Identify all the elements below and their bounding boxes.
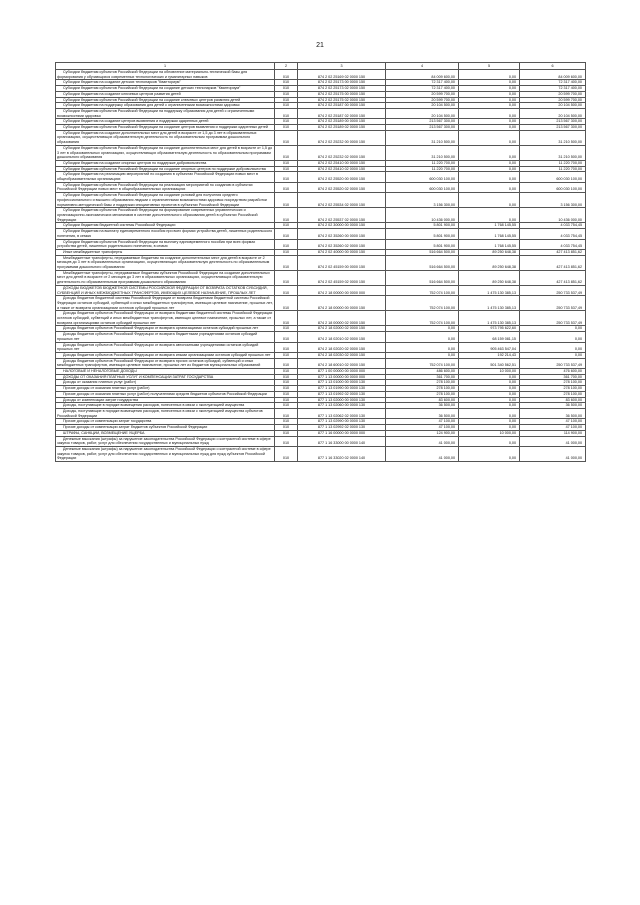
row-executed-amount: 0,00 xyxy=(459,91,520,97)
table-row xyxy=(56,311,586,326)
row-budget-code: 877 1 16 33020 02 0000 140 xyxy=(298,446,386,461)
row-executed-amount: 0,00 xyxy=(459,166,520,172)
row-planned-amount: 31 210 500,00 xyxy=(386,145,459,160)
row-planned-amount: 5 801 900,00 xyxy=(386,223,459,229)
row-unexecuted-amount: 0,00 xyxy=(520,326,586,332)
row-line-code: 010 xyxy=(275,255,298,270)
row-executed-amount: 68 159 081,15 xyxy=(459,332,520,342)
row-unexecuted-amount: 72 317 400,00 xyxy=(520,80,586,86)
row-executed-amount: 0,00 xyxy=(459,409,520,419)
row-executed-amount: 0,00 xyxy=(459,391,520,397)
header-cell: 4 xyxy=(386,63,459,70)
row-unexecuted-amount: 361 700,00 xyxy=(520,374,586,380)
row-planned-amount: 752 074 100,00 xyxy=(386,311,459,326)
row-line-code: 010 xyxy=(275,208,298,223)
row-description: Доходы от компенсации затрат государства xyxy=(56,397,275,403)
row-line-code: 010 xyxy=(275,358,298,368)
row-planned-amount: 0,00 xyxy=(386,342,459,352)
row-executed-amount: 0,00 xyxy=(459,425,520,431)
row-description: Субсидии бюджетам субъектов Российской Федерации на обновление материально-технической базы для формирования у обучающихся современных технологических и гуманитарных навыков xyxy=(56,70,275,80)
row-line-code: 010 xyxy=(275,108,298,118)
row-description: Субсидии бюджетам на создание опорных центров по поддержке добровольчества xyxy=(56,160,275,166)
row-budget-code: 877 1 13 02990 00 0000 130 xyxy=(298,419,386,425)
row-line-code: 010 xyxy=(275,352,298,358)
row-description: Субсидии бюджетам субъектов Российской Федерации на выплату единовременного пособия при всех формах устройства детей, лишенных родительского попечения, в семью xyxy=(56,239,275,249)
row-executed-amount: 0,00 xyxy=(459,119,520,125)
row-planned-amount: 5 801 900,00 xyxy=(386,229,459,239)
row-budget-code: 877 1 13 01990 00 0000 130 xyxy=(298,386,386,392)
row-description: Доходы бюджетов бюджетной системы Российской Федерации от возврата бюджетами бюджетной системы Российской Федерации остатков субсидий, субвенций и иных межбюджетных трансфертов, имеющих целевое назначение, прошлых лет, а также от возврата организациями остатков субсидий прошлых лет xyxy=(57,296,273,310)
row-executed-amount: 0,00 xyxy=(459,182,520,192)
row-description: Иные межбюджетные трансферты xyxy=(56,249,275,255)
row-description: Прочие доходы от оказания платных услуг (работ) xyxy=(56,386,275,392)
row-line-code: 010 xyxy=(275,229,298,239)
row-unexecuted-amount: 11 220 700,00 xyxy=(520,160,586,166)
header-cell: 3 xyxy=(298,63,386,70)
row-executed-amount: 0,00 xyxy=(459,386,520,392)
row-budget-code: 874 2 02 25175 02 0000 150 xyxy=(298,97,386,103)
row-line-code: 010 xyxy=(275,160,298,166)
row-unexecuted-amount: 20 599 700,00 xyxy=(520,97,586,103)
row-line-code: 010 xyxy=(275,342,298,352)
row-budget-code: 874 2 18 00000 02 0000 150 xyxy=(298,311,386,326)
row-executed-amount: 0,00 xyxy=(459,160,520,166)
row-description: Субсидии бюджетам субъектов Российской Федерации на реализацию мероприятий по созданию в субъектах Российской Федерации новых мест в общеобразовательных организациях xyxy=(56,182,275,192)
row-budget-code: 874 2 02 25520 00 0000 150 xyxy=(298,172,386,182)
row-executed-amount: 0,00 xyxy=(459,374,520,380)
row-line-code: 010 xyxy=(275,374,298,380)
row-description: Субсидии бюджетам субъектов Российской Федерации на создание ключевых центров развития детей xyxy=(56,97,275,103)
row-executed-amount: 0,00 xyxy=(459,436,520,446)
table-row xyxy=(56,145,586,160)
row-line-code: 010 xyxy=(275,119,298,125)
row-description: Доходы бюджетов субъектов Российской Федерации от возврата прочих остатков субсидий, субвенций и иных межбюджетных трансфертов, имеющих целевое назначение, прошлых лет из бюджетов муниципальных образований xyxy=(56,358,275,368)
row-description: Субсидии бюджетам субъектов Российской Федерации на создание детских технопарков "Кванториум" xyxy=(56,86,275,92)
row-planned-amount: 752 074 100,00 xyxy=(386,285,459,295)
table-row xyxy=(56,358,586,368)
row-executed-amount: 0,00 xyxy=(459,446,520,461)
row-unexecuted-amount: 36 500,00 xyxy=(520,409,586,419)
row-planned-amount: 20 599 700,00 xyxy=(386,91,459,97)
row-planned-amount: 72 317 400,00 xyxy=(386,80,459,86)
row-description: Субсидии бюджетам на создание центров выявления и поддержки одаренных детей xyxy=(56,119,275,125)
row-planned-amount: 11 220 700,00 xyxy=(386,160,459,166)
row-executed-amount: 1 475 130 385,13 xyxy=(459,285,520,295)
row-unexecuted-amount: 20 104 500,00 xyxy=(520,108,586,118)
row-executed-amount: 1 475 130 385,13 xyxy=(459,311,520,326)
table-row xyxy=(56,296,586,311)
row-unexecuted-amount: 213 567 300,00 xyxy=(520,119,586,125)
revenue-table xyxy=(55,62,586,462)
table-row xyxy=(56,130,586,145)
row-line-code: 010 xyxy=(275,182,298,192)
row-budget-code: 877 1 13 00000 00 0000 000 xyxy=(298,374,386,380)
row-description: Субсидии бюджетам на реализацию мероприятий по созданию в субъектах Российской Федерации новых мест в общеобразовательных организациях xyxy=(56,172,275,182)
row-budget-code: 874 2 02 25534 02 0000 150 xyxy=(298,193,386,208)
row-budget-code: 877 1 13 02060 00 0000 130 xyxy=(298,403,386,409)
row-planned-amount: 213 567 300,00 xyxy=(386,119,459,125)
row-line-code: 010 xyxy=(275,380,298,386)
row-line-code: 010 xyxy=(275,172,298,182)
row-budget-code: 874 2 02 35260 02 0000 150 xyxy=(298,239,386,249)
table-row xyxy=(56,229,586,239)
row-description: Доходы бюджетов субъектов Российской Федерации от возврата иными организациями остатков субсидий прошлых лет xyxy=(56,352,275,358)
row-executed-amount: 0,00 xyxy=(459,80,520,86)
row-unexecuted-amount: 476 600,00 xyxy=(520,369,586,375)
row-executed-amount: 0,00 xyxy=(459,419,520,425)
row-line-code: 010 xyxy=(275,166,298,172)
row-planned-amount: 124 900,00 xyxy=(386,430,459,436)
row-budget-code: 877 1 13 02062 02 0000 130 xyxy=(298,409,386,419)
row-executed-amount: 501 340 562,51 xyxy=(459,358,520,368)
row-unexecuted-amount: 427 413 851,62 xyxy=(520,249,586,255)
row-line-code: 010 xyxy=(275,326,298,332)
row-budget-code: 874 2 18 02030 02 0000 150 xyxy=(298,352,386,358)
row-executed-amount: 0,00 xyxy=(459,172,520,182)
row-description: ШТРАФЫ, САНКЦИИ, ВОЗМЕЩЕНИЕ УЩЕРБА xyxy=(56,430,275,436)
row-description: Доходы бюджетов субъектов Российской Федерации от возврата автономными учреждениями остатков субсидий прошлых лет xyxy=(56,342,275,352)
row-executed-amount: 0,00 xyxy=(459,208,520,223)
header-cell: 1 xyxy=(56,63,275,70)
row-budget-code: 877 1 13 01992 02 0000 130 xyxy=(298,391,386,397)
row-description: Доходы от оказания платных услуг (работ) xyxy=(56,380,275,386)
row-description: Прочие доходы от компенсации затрат бюджетов субъектов Российской Федерации xyxy=(56,425,275,431)
row-budget-code: 874 2 02 25187 02 0000 150 xyxy=(298,108,386,118)
row-executed-amount: 0,00 xyxy=(459,397,520,403)
table-row xyxy=(56,239,586,249)
table-row xyxy=(56,409,586,419)
row-unexecuted-amount: 278 100,00 xyxy=(520,386,586,392)
row-executed-amount: 10 000,00 xyxy=(459,369,520,375)
row-planned-amount: 84 009 600,00 xyxy=(386,70,459,80)
row-executed-amount: 0,00 xyxy=(459,86,520,92)
row-line-code: 010 xyxy=(275,403,298,409)
row-line-code: 010 xyxy=(275,91,298,97)
row-line-code: 010 xyxy=(275,430,298,436)
row-executed-amount: 0,00 xyxy=(459,108,520,118)
row-budget-code: 874 2 02 25232 00 0000 150 xyxy=(298,130,386,145)
row-unexecuted-amount: 600 030 100,00 xyxy=(520,182,586,192)
row-unexecuted-amount: 250 733 537,49 xyxy=(520,358,586,368)
row-planned-amount: 83 600,00 xyxy=(386,397,459,403)
row-planned-amount: 47 100,00 xyxy=(386,419,459,425)
row-line-code: 010 xyxy=(275,419,298,425)
row-unexecuted-amount: 11 220 700,00 xyxy=(520,166,586,172)
row-planned-amount: 0,00 xyxy=(386,326,459,332)
row-budget-code: 874 2 18 02000 02 0000 150 xyxy=(298,326,386,332)
row-line-code: 010 xyxy=(275,425,298,431)
row-executed-amount: 973 795 622,60 xyxy=(459,326,520,332)
row-line-code: 010 xyxy=(275,285,298,295)
row-description: Доходы бюджетов субъектов Российской Федерации от возврата бюджетными учреждениями остатков субсидий прошлых лет xyxy=(56,332,275,342)
row-unexecuted-amount: 0,00 xyxy=(520,352,586,358)
row-description: Прочие доходы от компенсации затрат государства xyxy=(56,419,275,425)
row-line-code: 010 xyxy=(275,97,298,103)
row-planned-amount: 486 600,00 xyxy=(386,369,459,375)
row-executed-amount: 0,00 xyxy=(459,130,520,145)
table-row xyxy=(56,70,586,80)
row-unexecuted-amount: 72 317 400,00 xyxy=(520,86,586,92)
row-unexecuted-amount: 250 733 537,49 xyxy=(520,296,586,311)
row-planned-amount: 516 664 500,00 xyxy=(386,255,459,270)
row-unexecuted-amount: 213 567 300,00 xyxy=(520,125,586,131)
table-row xyxy=(56,285,586,295)
row-budget-code: 874 2 02 25173 02 0000 150 xyxy=(298,86,386,92)
row-budget-code: 874 2 18 00000 00 0000 150 xyxy=(298,296,386,311)
row-executed-amount: 1 768 145,55 xyxy=(459,239,520,249)
row-line-code: 010 xyxy=(275,80,298,86)
row-description: Межбюджетные трансферты, передаваемые бюджетам на создание дополнительных мест для детей в возрасте от 2 месяцев до 3 лет в образовательных организациях, осуществляющих образовательную деятельность по образовательным программам дошкольного образования xyxy=(56,255,275,270)
table-row xyxy=(56,172,586,182)
row-planned-amount: 213 567 300,00 xyxy=(386,125,459,131)
row-planned-amount: 0,00 xyxy=(386,332,459,342)
row-line-code: 010 xyxy=(275,270,298,285)
row-description: Прочие доходы от оказания платных услуг (работ) получателями средств бюджетов субъектов Российской Федерации xyxy=(56,391,275,397)
row-description: Субсидии бюджетам на создание дополнительных мест для детей в возрасте от 1,5 до 3 лет в образовательных организациях, осуществляющих образовательную деятельность по образовательным программам дошкольного образования xyxy=(56,130,275,145)
row-line-code: 010 xyxy=(275,193,298,208)
row-unexecuted-amount: 36 500,00 xyxy=(520,403,586,409)
row-planned-amount: 278 100,00 xyxy=(386,386,459,392)
row-description: Субсидии бюджетам субъектов Российской Федерации на создание дополнительных мест для детей в возрасте от 1,5 до 3 лет в образовательных организациях, осуществляющих образовательную деятельность по образовательным программам дошкольного образования xyxy=(56,145,275,160)
row-unexecuted-amount: 31 210 500,00 xyxy=(520,145,586,160)
table-row xyxy=(56,208,586,223)
row-line-code: 010 xyxy=(275,223,298,229)
header-row xyxy=(56,63,586,70)
row-unexecuted-amount: 250 733 537,49 xyxy=(520,311,586,326)
row-description: НАЛОГОВЫЕ И НЕНАЛОГОВЫЕ ДОХОДЫ xyxy=(56,369,275,375)
row-budget-code: 874 2 02 45159 00 0000 150 xyxy=(298,255,386,270)
row-budget-code: 874 2 02 25173 00 0000 150 xyxy=(298,80,386,86)
row-planned-amount: 752 074 100,00 xyxy=(386,296,459,311)
row-executed-amount: 1 768 145,55 xyxy=(459,223,520,229)
row-line-code: 010 xyxy=(275,125,298,131)
row-unexecuted-amount: 600 030 100,00 xyxy=(520,172,586,182)
row-line-code: 010 xyxy=(275,249,298,255)
row-unexecuted-amount: 20 104 500,00 xyxy=(520,103,586,109)
row-description: Субсидии бюджетам на поддержку образования для детей с ограниченными возможностями здоровья xyxy=(56,103,275,109)
row-budget-code: 874 2 02 40000 00 0000 150 xyxy=(298,249,386,255)
row-description: Доходы бюджетов субъектов Российской Федерации от возврата бюджетами бюджетной системы Российской Федерации остатков субсидий, субвенций и иных межбюджетных трансфертов, имеющих целевое назначение, прошлых лет, а также от возврата организациями остатков субсидий прошлых лет xyxy=(56,311,275,326)
row-executed-amount: 1 768 145,55 xyxy=(459,229,520,239)
table-row xyxy=(56,352,586,358)
row-executed-amount: 89 250 648,38 xyxy=(459,249,520,255)
row-line-code: 010 xyxy=(275,446,298,461)
row-budget-code: 874 2 18 00000 00 0000 000 xyxy=(298,285,386,295)
row-executed-amount: 0,00 xyxy=(459,103,520,109)
row-unexecuted-amount: 10 436 000,00 xyxy=(520,208,586,223)
row-budget-code: 874 2 02 25410 00 0000 150 xyxy=(298,160,386,166)
row-line-code: 010 xyxy=(275,409,298,419)
row-executed-amount: 0,00 xyxy=(459,403,520,409)
row-planned-amount: 20 104 500,00 xyxy=(386,108,459,118)
row-budget-code: 874 2 02 25537 02 0000 150 xyxy=(298,208,386,223)
row-planned-amount: 20 104 500,00 xyxy=(386,103,459,109)
row-budget-code: 877 1 13 02000 00 0000 130 xyxy=(298,397,386,403)
row-planned-amount: 47 100,00 xyxy=(386,425,459,431)
row-planned-amount: 361 700,00 xyxy=(386,374,459,380)
row-executed-amount: 89 250 648,38 xyxy=(459,255,520,270)
row-line-code: 010 xyxy=(275,311,298,326)
row-planned-amount: 36 500,00 xyxy=(386,409,459,419)
table-row xyxy=(56,332,586,342)
row-line-code: 010 xyxy=(275,130,298,145)
row-executed-amount: 0,00 xyxy=(459,125,520,131)
row-budget-code: 877 1 16 00000 00 0000 000 xyxy=(298,430,386,436)
row-unexecuted-amount: 4 033 754,45 xyxy=(520,239,586,249)
header-cell: 6 xyxy=(520,63,586,70)
row-planned-amount: 0,00 xyxy=(386,352,459,358)
row-description: Денежные взыскания (штрафы) за нарушение законодательства Российской Федерации о контрактной системе в сфере закупок товаров, работ, услуг для обеспечения государственных и муниципальных нужд для нужд субъектов Российской Федерации xyxy=(56,446,275,461)
row-planned-amount: 516 664 500,00 xyxy=(386,270,459,285)
row-line-code: 010 xyxy=(275,86,298,92)
row-budget-code: 874 2 02 35260 00 0000 150 xyxy=(298,229,386,239)
table-row xyxy=(56,430,586,436)
row-budget-code: 874 2 02 25232 02 0000 150 xyxy=(298,145,386,160)
table-row xyxy=(56,223,586,229)
row-planned-amount: 36 500,00 xyxy=(386,403,459,409)
row-planned-amount: 5 801 900,00 xyxy=(386,239,459,249)
row-planned-amount: 41 000,00 xyxy=(386,436,459,446)
row-budget-code: 874 2 02 25189 02 0000 150 xyxy=(298,125,386,131)
row-unexecuted-amount: 31 210 500,00 xyxy=(520,130,586,145)
row-unexecuted-amount: 0,00 xyxy=(520,342,586,352)
row-budget-code: 874 2 18 02010 02 0000 150 xyxy=(298,332,386,342)
row-executed-amount: 0,00 xyxy=(459,380,520,386)
row-description: Доходы, поступающие в порядке возмещения расходов, понесенных в связи с эксплуатацией имущества xyxy=(56,403,275,409)
row-executed-amount: 192 214,43 xyxy=(459,352,520,358)
row-budget-code: 874 2 18 02020 02 0000 150 xyxy=(298,342,386,352)
row-budget-code: 874 2 02 25187 00 0000 150 xyxy=(298,103,386,109)
page-number: 21 xyxy=(316,42,324,49)
row-unexecuted-amount: 278 100,00 xyxy=(520,391,586,397)
row-line-code: 010 xyxy=(275,397,298,403)
row-budget-code: 874 2 02 25520 02 0000 150 xyxy=(298,182,386,192)
table-row xyxy=(56,436,586,446)
row-executed-amount: 0,00 xyxy=(459,145,520,160)
table-row xyxy=(56,255,586,270)
row-unexecuted-amount: 4 033 754,45 xyxy=(520,229,586,239)
row-description: Доходы бюджетов субъектов Российской Федерации от возврата организациями остатков субсидий прошлых лет xyxy=(56,326,275,332)
row-budget-code: 877 1 13 01000 00 0000 130 xyxy=(298,380,386,386)
row-description: Субсидии бюджетам субъектов Российской Федерации на создание опорных центров по поддержке добровольчества xyxy=(56,166,275,172)
row-line-code: 010 xyxy=(275,239,298,249)
row-planned-amount: 31 210 500,00 xyxy=(386,130,459,145)
row-executed-amount: 1 475 130 385,13 xyxy=(459,296,520,311)
table-row xyxy=(56,446,586,461)
table-row xyxy=(56,182,586,192)
row-budget-code: 874 2 02 25169 02 0000 150 xyxy=(298,70,386,80)
row-unexecuted-amount: 20 599 700,00 xyxy=(520,91,586,97)
row-unexecuted-amount: 250 733 537,49 xyxy=(520,285,586,295)
table-row xyxy=(56,369,586,375)
row-unexecuted-amount: 278 100,00 xyxy=(520,380,586,386)
row-description: Доходы, поступающие в порядке возмещения расходов, понесенных в связи с эксплуатацией имущества субъектов Российской Федерации xyxy=(56,409,275,419)
table-row xyxy=(56,270,586,285)
row-description: Субсидии бюджетам субъектов Российской Федерации на создание центров выявления и поддержки одаренных детей xyxy=(56,125,275,131)
row-unexecuted-amount: 47 100,00 xyxy=(520,419,586,425)
row-description: Субсидии бюджетам бюджетной системы Российской Федерации xyxy=(56,223,275,229)
row-line-code: 010 xyxy=(275,296,298,311)
row-budget-code: 874 2 02 45159 02 0000 150 xyxy=(298,270,386,285)
row-description: Денежные взыскания (штрафы) за нарушение законодательства Российской Федерации о контрактной системе в сфере закупок товаров, работ, услуг для обеспечения государственных и муниципальных нужд xyxy=(56,436,275,446)
row-budget-code: 874 2 02 25189 00 0000 150 xyxy=(298,119,386,125)
row-planned-amount: 752 074 100,00 xyxy=(386,358,459,368)
table-row xyxy=(56,108,586,118)
header-cell: 5 xyxy=(459,63,520,70)
row-line-code: 010 xyxy=(275,332,298,342)
row-executed-amount: 0,00 xyxy=(459,70,520,80)
row-unexecuted-amount: 3 156 300,00 xyxy=(520,193,586,208)
row-unexecuted-amount: 4 033 754,45 xyxy=(520,223,586,229)
row-line-code: 010 xyxy=(275,386,298,392)
table-row xyxy=(56,342,586,352)
row-unexecuted-amount: 0,00 xyxy=(520,332,586,342)
row-executed-amount: 905 463 547,04 xyxy=(459,342,520,352)
row-description: Субсидии бюджетам субъектов Российской Федерации на поддержку образования для детей с ограниченными возможностями здоровья xyxy=(56,108,275,118)
row-executed-amount: 0,00 xyxy=(459,97,520,103)
row-description: Субсидии бюджетам на выплату единовременного пособия при всех формах устройства детей, лишенных родительского попечения, в семью xyxy=(56,229,275,239)
row-planned-amount: 10 436 000,00 xyxy=(386,208,459,223)
row-unexecuted-amount: 47 100,00 xyxy=(520,425,586,431)
table-row xyxy=(56,193,586,208)
row-unexecuted-amount: 41 000,00 xyxy=(520,436,586,446)
row-unexecuted-amount: 41 000,00 xyxy=(520,446,586,461)
row-unexecuted-amount: 427 413 851,62 xyxy=(520,255,586,270)
table-row xyxy=(56,326,586,332)
row-line-code: 010 xyxy=(275,70,298,80)
row-planned-amount: 3 156 300,00 xyxy=(386,193,459,208)
row-planned-amount: 11 220 700,00 xyxy=(386,166,459,172)
row-description: Субсидии бюджетам на создание ключевых центров развития детей xyxy=(56,91,275,97)
row-description: ДОХОДЫ БЮДЖЕТОВ БЮДЖЕТНОЙ СИСТЕМЫ РОССИЙСКОЙ ФЕДЕРАЦИИ ОТ ВОЗВРАТА ОСТАТКОВ СУБСИДИЙ, СУБВЕНЦИЙ И ИНЫХ МЕЖБЮДЖЕТНЫХ ТРАНСФЕРТОВ, ИМЕЮЩИХ ЦЕЛЕВОЕ НАЗНАЧЕНИЕ, ПРОШЛЫХ ЛЕТ xyxy=(56,285,275,295)
row-line-code: 010 xyxy=(275,369,298,375)
row-budget-code: 874 2 02 25410 02 0000 150 xyxy=(298,166,386,172)
row-line-code: 010 xyxy=(275,436,298,446)
row-budget-code: 877 1 00 00000 00 0000 000 xyxy=(298,369,386,375)
row-unexecuted-amount: 83 600,00 xyxy=(520,397,586,403)
row-budget-code: 877 1 13 02992 02 0000 130 xyxy=(298,425,386,431)
row-planned-amount: 278 100,00 xyxy=(386,391,459,397)
row-planned-amount: 600 030 100,00 xyxy=(386,172,459,182)
row-description: Межбюджетные трансферты, передаваемые бюджетам субъектов Российской Федерации на создание дополнительных мест для детей в возрасте от 2 месяцев до 3 лет в образовательных организациях, осуществляющих образовательную деятельность по образовательным программам дошкольного образования xyxy=(56,270,275,285)
row-planned-amount: 516 664 500,00 xyxy=(386,249,459,255)
row-description: Субсидии бюджетам субъектов Российской Федерации на создание условий для получения среднего профессионального и высшего образования людьми с ограниченными возможностями здоровья посредством разработки нормативно-методической базы и поддержки инициативных проектов в субъектах Российской Федерации xyxy=(56,193,275,208)
row-executed-amount: 0,00 xyxy=(459,193,520,208)
row-budget-code: 874 2 02 25175 00 0000 150 xyxy=(298,91,386,97)
row-executed-amount: 10 000,00 xyxy=(459,430,520,436)
row-budget-code: 874 2 02 30000 00 0000 150 xyxy=(298,223,386,229)
row-unexecuted-amount: 114 900,00 xyxy=(520,430,586,436)
row-description: Субсидии бюджетам субъектов Российской Федерации на формирование современных управленческих и организационно-экономических механизмов в системе дополнительного образования детей в субъектах Российской Федерации xyxy=(56,208,275,223)
row-line-code: 010 xyxy=(275,391,298,397)
row-line-code: 010 xyxy=(275,145,298,160)
row-description: ДОХОДЫ ОТ ОКАЗАНИЯ ПЛАТНЫХ УСЛУГ И КОМПЕНСАЦИИ ЗАТРАТ ГОСУДАРСТВА xyxy=(56,374,275,380)
row-planned-amount: 20 599 700,00 xyxy=(386,97,459,103)
row-unexecuted-amount: 427 413 851,62 xyxy=(520,270,586,285)
row-budget-code: 877 1 16 33000 00 0000 140 xyxy=(298,436,386,446)
header-cell: 2 xyxy=(275,63,298,70)
row-planned-amount: 278 100,00 xyxy=(386,380,459,386)
row-planned-amount: 72 317 400,00 xyxy=(386,86,459,92)
row-line-code: 010 xyxy=(275,103,298,109)
row-unexecuted-amount: 84 009 600,00 xyxy=(520,70,586,80)
row-description: Субсидии бюджетам на создание детских технопарков "Кванториум" xyxy=(56,80,275,86)
row-planned-amount: 41 000,00 xyxy=(386,446,459,461)
row-executed-amount: 89 250 648,38 xyxy=(459,270,520,285)
row-planned-amount: 600 030 100,00 xyxy=(386,182,459,192)
row-budget-code: 874 2 18 60010 02 0000 150 xyxy=(298,358,386,368)
